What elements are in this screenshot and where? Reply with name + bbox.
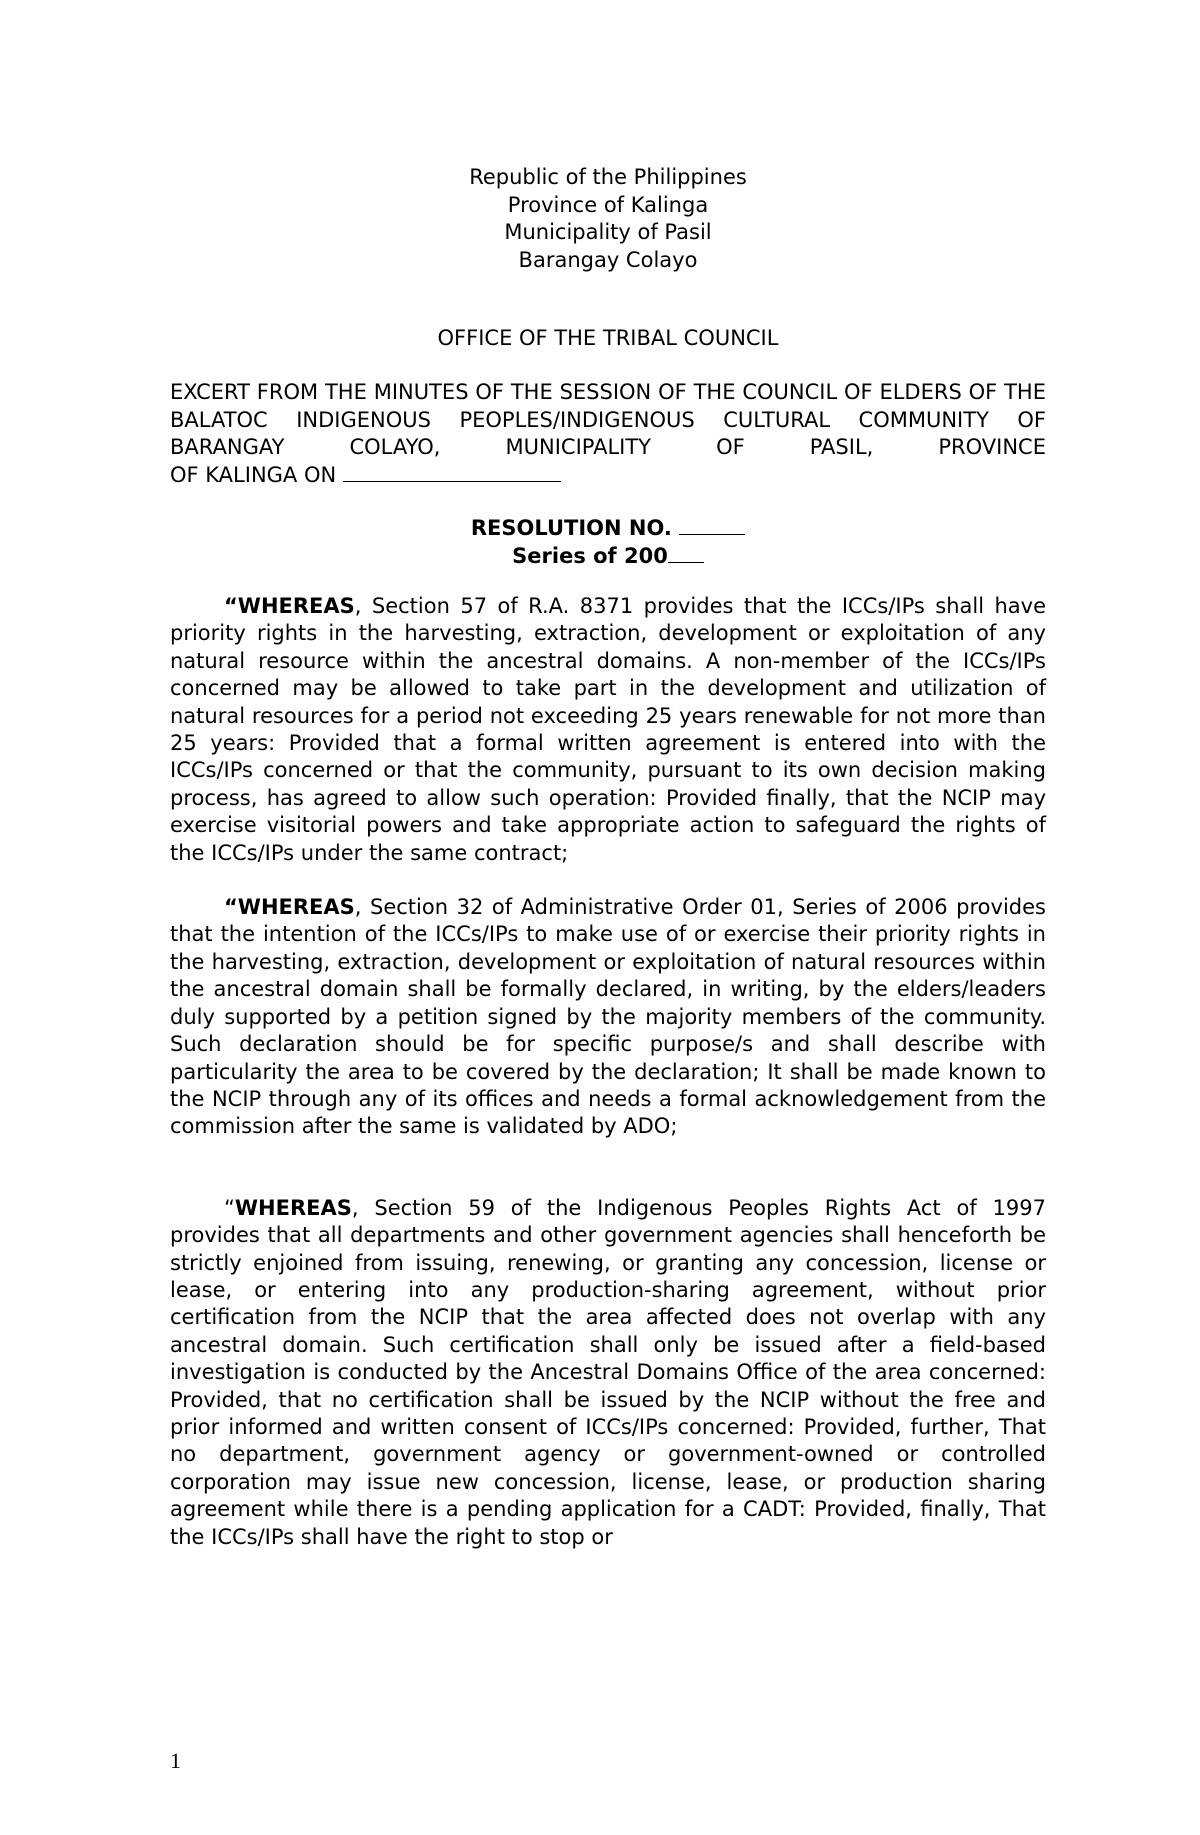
whereas-open-quote-3: “ <box>224 1195 235 1220</box>
excerpt-text: EXCERT FROM THE MINUTES OF THE SESSION OF THE COUNCIL OF ELDERS OF THE BALATOC INDIGENOUS PEOPLES/INDIGENOUS CULTURAL COMMUNITY OF BARANGAY COLAYO, MUNICIPALITY OF PASIL, PROVINCE <box>170 380 1046 459</box>
whereas-paragraph-2 <box>170 894 1046 1141</box>
whereas-paragraph-1 <box>170 593 1046 867</box>
resolution-series-label: Series of 200 <box>512 544 668 568</box>
page-number: 1 <box>170 1748 181 1773</box>
excerpt-last-line-text: OF KALINGA ON <box>170 462 337 487</box>
resolution-number-label: RESOLUTION NO. <box>470 516 672 540</box>
document-body <box>170 164 1046 1551</box>
resolution-number-blank <box>679 534 745 535</box>
excerpt-last-line <box>170 462 1046 490</box>
whereas-lead-1: “WHEREAS <box>224 594 355 618</box>
letterhead-province: Province of Kalinga <box>507 192 709 217</box>
excerpt-heading <box>170 379 1046 489</box>
whereas-lead-3: WHEREAS <box>234 1195 352 1220</box>
whereas-text-1: , Section 57 of R.A. 8371 provides that the ICCs/IPs shall have priority rights in the harvesting, extraction, development or exploitation of any natural resource within the ancestral domains. A non-member of the ICCs/IPs concerned may be allowed to take part in the development and utilization of natural resources for a period not exceeding 25 years renewable for not more than 25 years: Provided that a formal written agreement is entered into with the ICCs/IPs concerned or that the community, pursuant to its own decision making process, has agreed to allow such operation: Provided finally, that the NCIP may exercise visitorial powers and take appropriate action to safeguard the rights of the ICCs/IPs under the same contract; <box>170 594 1046 865</box>
letterhead-barangay: Barangay Colayo <box>518 247 698 272</box>
whereas-lead-2: “WHEREAS <box>224 895 355 920</box>
office-title: OFFICE OF THE TRIBAL COUNCIL <box>437 326 779 350</box>
resolution-heading <box>170 514 1046 570</box>
whereas-text-3: , Section 59 of the Indigenous Peoples Rights Act of 1997 provides that all departments and other government agencies shall henceforth be strictly enjoined from issuing, renewing, or granting any concession, license or lease, or entering into any production-sharing agreement, without prior certification from the NCIP that the area affected does not overlap with any ancestral domain. Such certification shall only be issued after a field-based investigation is conducted by the Ancestral Domains Office of the area concerned: Provided, that no certification shall be issued by the NCIP without the free and prior informed and written consent of ICCs/IPs concerned: Provided, further, That no department, government agency or government-owned or controlled corporation may issue new concession, license, lease, or production sharing agreement while there is a pending application for a CADT: Provided, finally, That the ICCs/IPs shall have the right to stop or <box>170 1195 1046 1549</box>
letterhead <box>170 164 1046 274</box>
whereas-paragraph-3 <box>170 1195 1046 1551</box>
resolution-number-line <box>170 514 1046 542</box>
resolution-series-blank <box>668 562 704 563</box>
resolution-series-line <box>170 542 1046 570</box>
whereas-text-2: , Section 32 of Administrative Order 01, Series of 2006 provides that the intention of the ICCs/IPs to make use of or exercise their priority rights in the harvesting, extraction, development or exploitation of natural resources within the ancestral domain shall be formally declared, in writing, by the elders/leaders duly supported by a petition signed by the majority members of the community. Such declaration should be for specific purpose/s and shall describe with particularity the area to be covered by the declaration; It shall be made known to the NCIP through any of its offices and needs a formal acknowledgement from the commission after the same is validated by ADO; <box>170 895 1046 1139</box>
letterhead-republic: Republic of the Philippines <box>469 165 747 189</box>
date-blank-line <box>343 481 561 482</box>
letterhead-municipality: Municipality of Pasil <box>504 220 712 244</box>
